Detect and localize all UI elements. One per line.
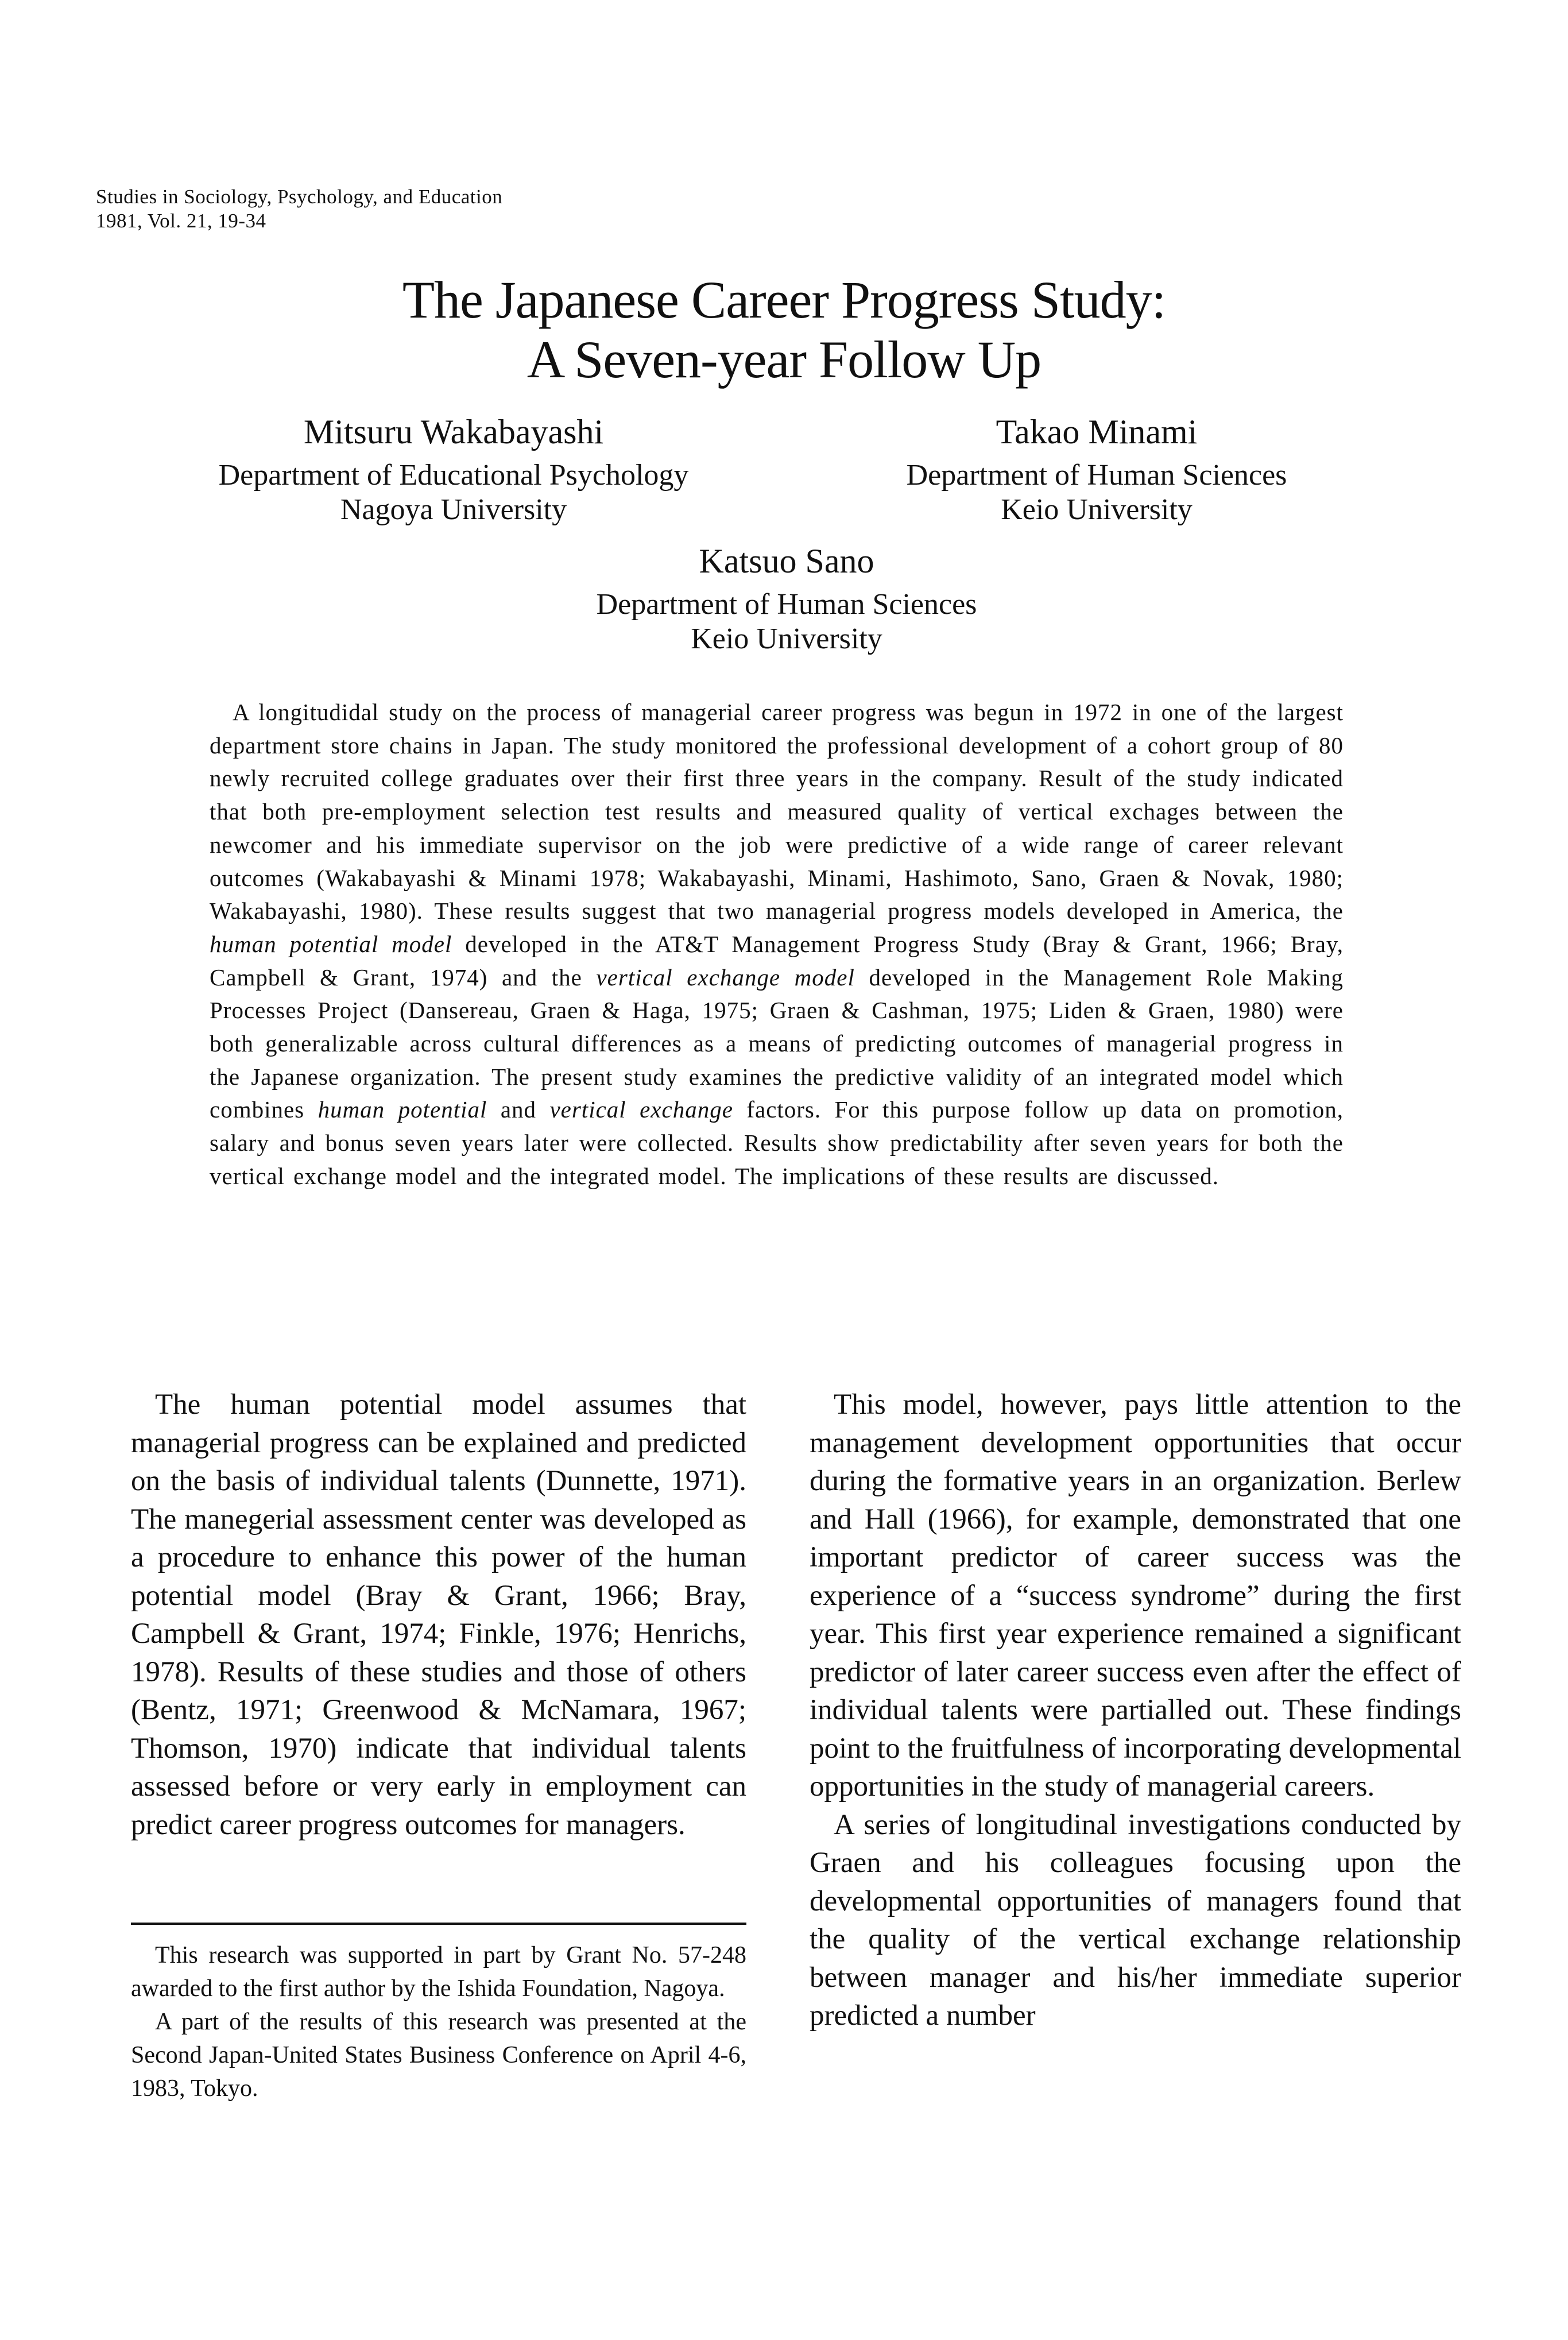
abstract-emphasis: vertical exchange — [549, 1096, 733, 1123]
author-university: Keio University — [1001, 493, 1193, 526]
title-line-1: The Japanese Career Progress Study: — [402, 270, 1166, 329]
journal-header — [96, 185, 502, 233]
footnotes — [131, 1939, 746, 2105]
abstract-text: developed in the AT&T Management Progress Study (Bray & Grant, 1966; Bray, Campbell & Grant, 1974) and the — [210, 930, 1344, 991]
abstract-emphasis: human potential — [318, 1096, 487, 1123]
abstract-emphasis: vertical exchange model — [596, 964, 855, 991]
abstract-text: A longitudidal study on the process of managerial career progress was begun in 1972 in one of the largest department store chains in Japan. The study monitored the professional development of a cohort group of 80 newly recruited college graduates over their first three years in the company. Result of the study indicated that both pre-employment selection test results and measured quality of vertical exchages between the newcomer and his immediate supervisor on the job were predictive of a wide range of career relevant outcomes (Wakabayashi & Minami 1978; Wakabayashi, Minami, Hashimoto, Sano, Graen & Novak, 1980; Wakabayashi, 1980). These results suggest that two managerial progress models developed in America, the — [210, 699, 1344, 925]
abstract-text: developed in the Management Role Making Processes Project (Dansereau, Graen & Haga, 1975; Graen & Cashman, 1975; Liden & Graen, 1980) were both generalizable across cultural differences as a means of predicting outcomes of managerial progress in the Japanese organization. The present study examines the predictive validity of an integrated model which combines — [210, 964, 1344, 1123]
author-name: Katsuo Sano — [699, 542, 874, 580]
author-name: Takao Minami — [996, 413, 1198, 451]
body-paragraph: The human potential model assumes that managerial progress can be explained and predicted on the basis of individual talents (Dunnette, 1971). The manegerial assessment center was developed as a procedure to enhance this power of the human potential model (Bray & Grant, 1966; Bray, Campbell & Grant, 1974; Finkle, 1976; Henrichs, 1978). Results of these studies and those of others (Bentz, 1971; Greenwood & McNamara, 1967; Thomson, 1970) indicate that individual talents assessed before or very early in employment can predict career progress outcomes for managers. — [131, 1388, 746, 1841]
abstract-text: factors. For this purpose follow up data on promotion, salary and bonus seven years later were collected. Results show predictability after seven years for both the vertical exchange model and the integrated model. The implications of these results are discussed. — [210, 1096, 1344, 1189]
author-department: Department of Human Sciences — [596, 588, 977, 621]
body-column-right — [810, 1386, 1461, 2035]
footnote-divider — [131, 1923, 746, 1925]
abstract — [210, 696, 1344, 1193]
author-block-2 — [833, 413, 1361, 527]
author-department: Department of Human Sciences — [906, 459, 1287, 492]
body-column-left — [131, 1386, 746, 1844]
body-paragraph: This model, however, pays little attention to the management development opportunities that occur during the formative years in an organization. Berlew and Hall (1966), for example, demonstrated that one important predictor of career success was the experience of a “success syndrome” during the first year. This first year experience remained a significant predictor of later career success even after the effect of individual talents were partialled out. These findings point to the fruitfulness of incorporating developmental opportunities in the study of managerial careers. — [810, 1388, 1461, 1803]
title-line-2: A Seven-year Follow Up — [526, 330, 1042, 389]
author-university: Keio University — [691, 622, 882, 655]
author-name: Mitsuru Wakabayashi — [303, 413, 604, 451]
abstract-emphasis: human potential model — [210, 930, 452, 957]
author-university: Nagoya University — [340, 493, 567, 526]
body-paragraph: A series of longitudinal investigations conducted by Graen and his colleagues focusing upon the developmental opportunities of managers found that the quality of the vertical exchange relationship between manager and his/her immediate superior predicted a number — [810, 1808, 1461, 2032]
author-block-3 — [471, 543, 1102, 656]
abstract-text: and — [487, 1096, 550, 1123]
paper-title — [0, 270, 1568, 389]
footnote-funding: This research was supported in part by Grant No. 57-248 awarded to the first author by the Ishida Foundation, Nagoya. — [131, 1942, 746, 2002]
author-department: Department of Educational Psychology — [218, 459, 689, 492]
journal-name: Studies in Sociology, Psychology, and Education — [96, 185, 503, 208]
footnote-presentation: A part of the results of this research was presented at the Second Japan-United States Business Conference on April 4-6, 1983, Tokyo. — [131, 2009, 746, 2102]
journal-citation: 1981, Vol. 21, 19-34 — [96, 210, 266, 232]
author-block-1 — [149, 413, 758, 527]
